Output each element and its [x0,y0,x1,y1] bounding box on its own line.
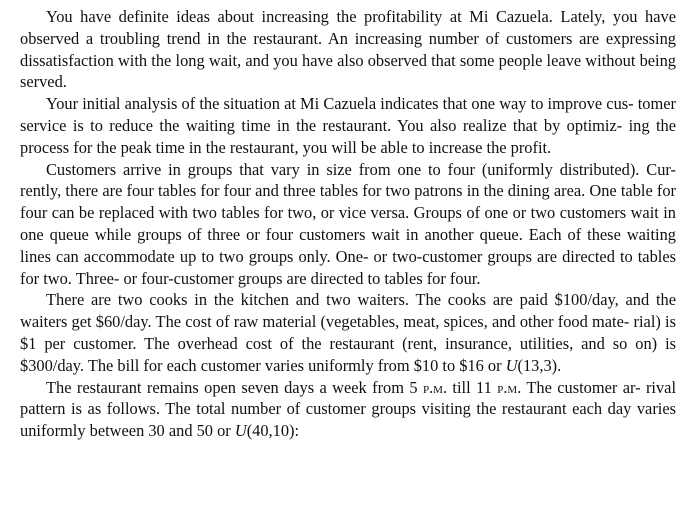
time-suffix-close: p.m. [497,377,522,397]
paragraph-5-text-mid: till 11 [447,377,498,397]
paragraph-5-text: The restaurant remains open seven days a week from 5 [46,377,423,397]
paragraph-5 [20,377,676,442]
distribution-symbol: U [505,355,518,375]
distribution-symbol: U [234,421,247,441]
paragraph-3-text: Customers arrive in groups that vary in size from one to four (uniformly distributed). Cur- rently, there are four tables for four and three tables for two patrons in the dining area. One table for four can be replaced with two tables for two, or vice versa. Groups of one or two customers wait in one queue while groups of three or four customers wait in another queue. Each of these waiting lines can accommodate up to two groups only. One- or two-customer groups are directed to tables for two. Three- or four-customer groups are directed to tables for four. [20,159,676,288]
paragraph-4 [20,289,676,376]
paragraph-4-text-end: (13,3). [517,355,562,375]
time-suffix-open: p.m. [422,377,448,397]
paragraph-3 [20,159,676,290]
paragraph-1-text: You have definite ideas about increasing the profitability at Mi Cazuela. Lately, you have observed a troubling trend in the restaurant. An increasing number of customers are expressing dissatisfaction with the long wait, and you have also observed that some people leave without being served. [20,7,676,92]
paragraph-4-text: There are two cooks in the kitchen and two waiters. The cooks are paid $100/day, and the waiters get $60/day. The cost of raw material (vegetables, meat, spices, and other food mate- rial) is $1 per customer. The overhead cost of the restaurant (rent, insurance, utilities, and so on) is $300/day. The bill for each customer varies uniformly from $10 to $16 or [20,290,676,375]
paragraph-2-text: Your initial analysis of the situation at Mi Cazuela indicates that one way to improve cus- tomer service is to reduce the waiting time in the restaurant. You also realize that by optimiz- ing the process for the peak time in the restaurant, you will be able to increase the profit. [20,94,676,157]
paragraph-5-text-end: (40,10): [246,421,300,441]
paragraph-5-text-cont: The customer ar- rival pattern is as follows. The total number of customer groups visiting the restaurant each day varies uniformly between 30 and 50 or [20,377,676,441]
paragraph-1 [20,6,676,93]
paragraph-2 [20,93,676,158]
